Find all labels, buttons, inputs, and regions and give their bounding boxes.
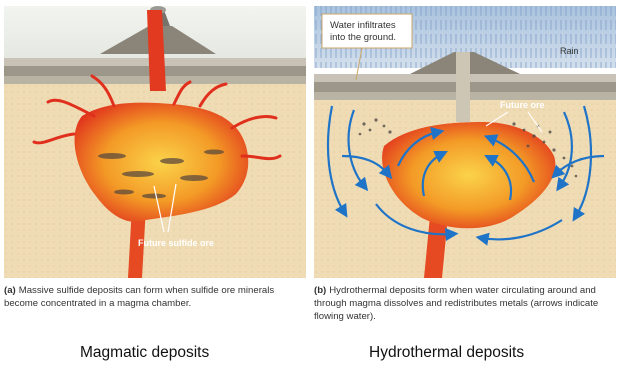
caption-a [4, 284, 306, 310]
water-callout-line-1: Water infiltrates [330, 20, 396, 31]
magmatic-illustration [4, 6, 306, 278]
magmatic-diagram [4, 6, 306, 278]
future-ore-label: Future ore [500, 100, 545, 110]
rain-label: Rain [560, 46, 579, 56]
caption-a-text: Massive sulfide deposits can form when sulfide ore minerals become concentrated in a magma chamber. [4, 285, 275, 309]
caption-b [314, 284, 616, 323]
future-sulfide-ore-label: Future sulfide ore [138, 238, 215, 248]
hydrothermal-deposits-title: Hydrothermal deposits [369, 344, 525, 361]
caption-b-letter: (b) [314, 285, 327, 296]
conduit [456, 52, 470, 122]
magmatic-deposits-title: Magmatic deposits [80, 344, 210, 361]
caption-b-text: Hydrothermal deposits form when water circulating around and through magma dissolves and redistributes metals (arrows indicate flowing water). [314, 285, 599, 322]
water-callout-line-2: into the ground. [330, 32, 397, 43]
caption-a-letter: (a) [4, 285, 16, 296]
hydrothermal-diagram [314, 6, 616, 278]
water-callout-text [330, 20, 398, 43]
hydrothermal-illustration [314, 6, 616, 278]
